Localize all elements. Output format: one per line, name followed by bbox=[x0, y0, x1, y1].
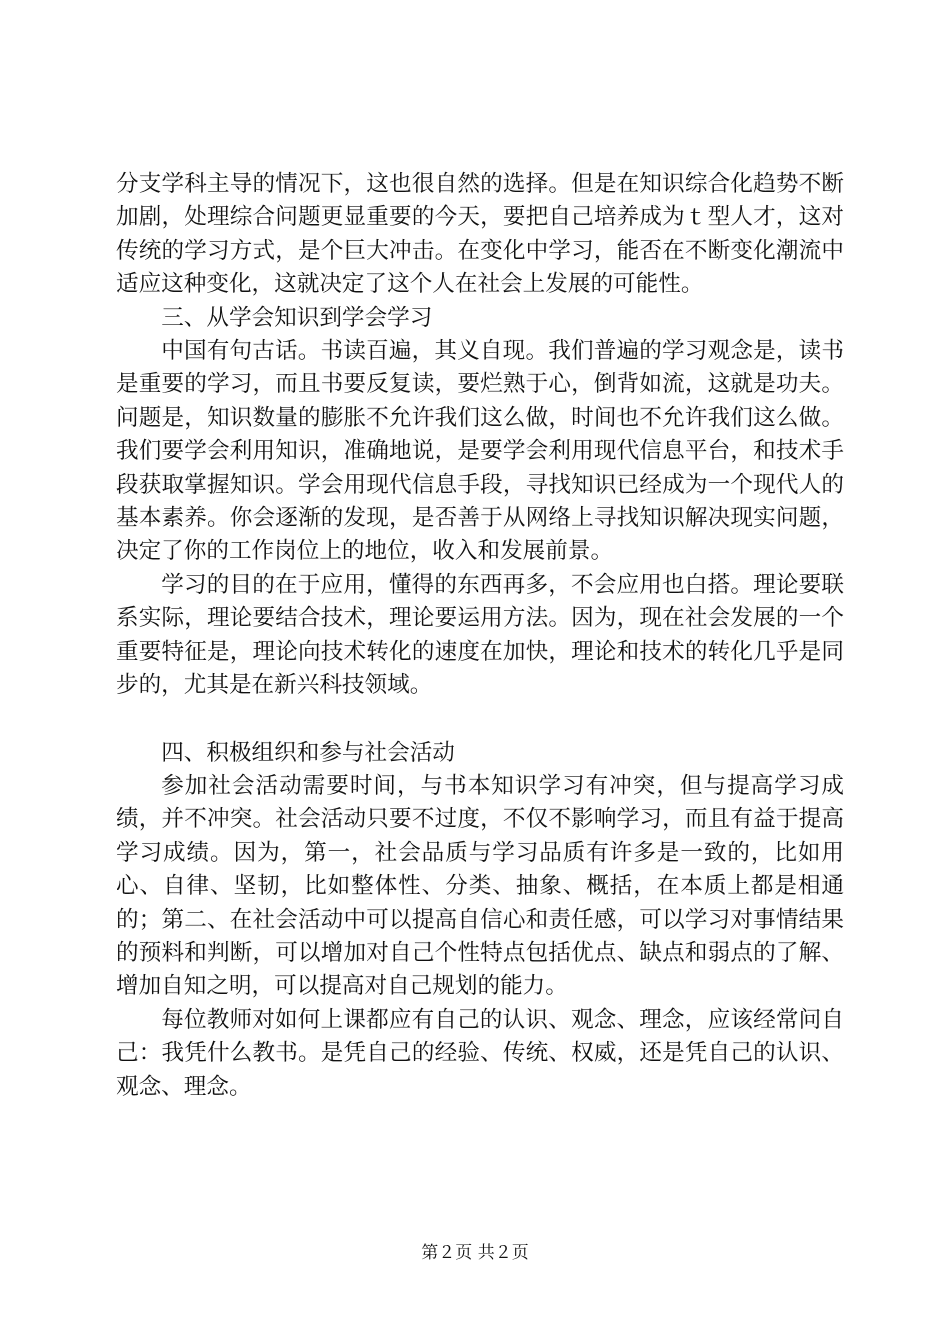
paragraph-social-activities: 参加社会活动需要时间，与书本知识学习有冲突，但与提高学习成绩，并不冲突。社会活动只要不过度，不仅不影响学习，而且有益于提高学习成绩。因为，第一，社会品质与学习品质有许多是一致的，比如用心、自律、坚韧，比如整体性、分类、抽象、概括，在本质上都是相通的；第二、在社会活动中可以提高自信心和责任感，可以学习对事情结果的预料和判断，可以增加对自己个性特点包括优点、缺点和弱点的了解、增加自知之明，可以提高对自己规划的能力。 bbox=[116, 772, 844, 1000]
section-heading-4: 四、积极组织和参与社会活动 bbox=[161, 739, 455, 766]
paragraph-spacer bbox=[116, 703, 844, 737]
document-body bbox=[116, 168, 844, 1104]
paragraph-ancient-saying: 中国有句古话。书读百遍，其义自现。我们普遍的学习观念是，读书是重要的学习，而且书要反复读，要烂熟于心，倒背如流，这就是功夫。问题是，知识数量的膨胀不允许我们这么做，时间也不允许我们这么做。我们要学会利用知识，准确地说，是要学会利用现代信息平台，和技术手段获取掌握知识。学会用现代信息手段，寻找知识已经成为一个现代人的基本素养。你会逐渐的发现，是否善于从网络上寻找知识解决现实问题，决定了你的工作岗位上的地位，收入和发展前景。 bbox=[116, 338, 844, 565]
section-heading-3: 三、从学会知识到学会学习 bbox=[161, 304, 433, 331]
paragraph-continuation: 分支学科主导的情况下，这也很自然的选择。但是在知识综合化趋势不断加剧，处理综合问题更显重要的今天，要把自己培养成为ｔ型人才，这对传统的学习方式，是个巨大冲击。在变化中学习，能否在不断变化潮流中适应这种变化，这就决定了这个人在社会上发展的可能性。 bbox=[116, 171, 844, 298]
paragraph-teacher-reflection: 每位教师对如何上课都应有自己的认识、观念、理念，应该经常问自己：我凭什么教书。是凭自己的经验、传统、权威，还是凭自己的认识、观念、理念。 bbox=[116, 1006, 844, 1100]
paragraph-learning-purpose: 学习的目的在于应用，懂得的东西再多，不会应用也白搭。理论要联系实际，理论要结合技术，理论要运用方法。因为，现在社会发展的一个重要特征是，理论向技术转化的速度在加快，理论和技术的转化几乎是同步的，尤其是在新兴科技领域。 bbox=[116, 571, 844, 699]
page-number-footer: 第２页 共２页 bbox=[421, 1243, 529, 1263]
